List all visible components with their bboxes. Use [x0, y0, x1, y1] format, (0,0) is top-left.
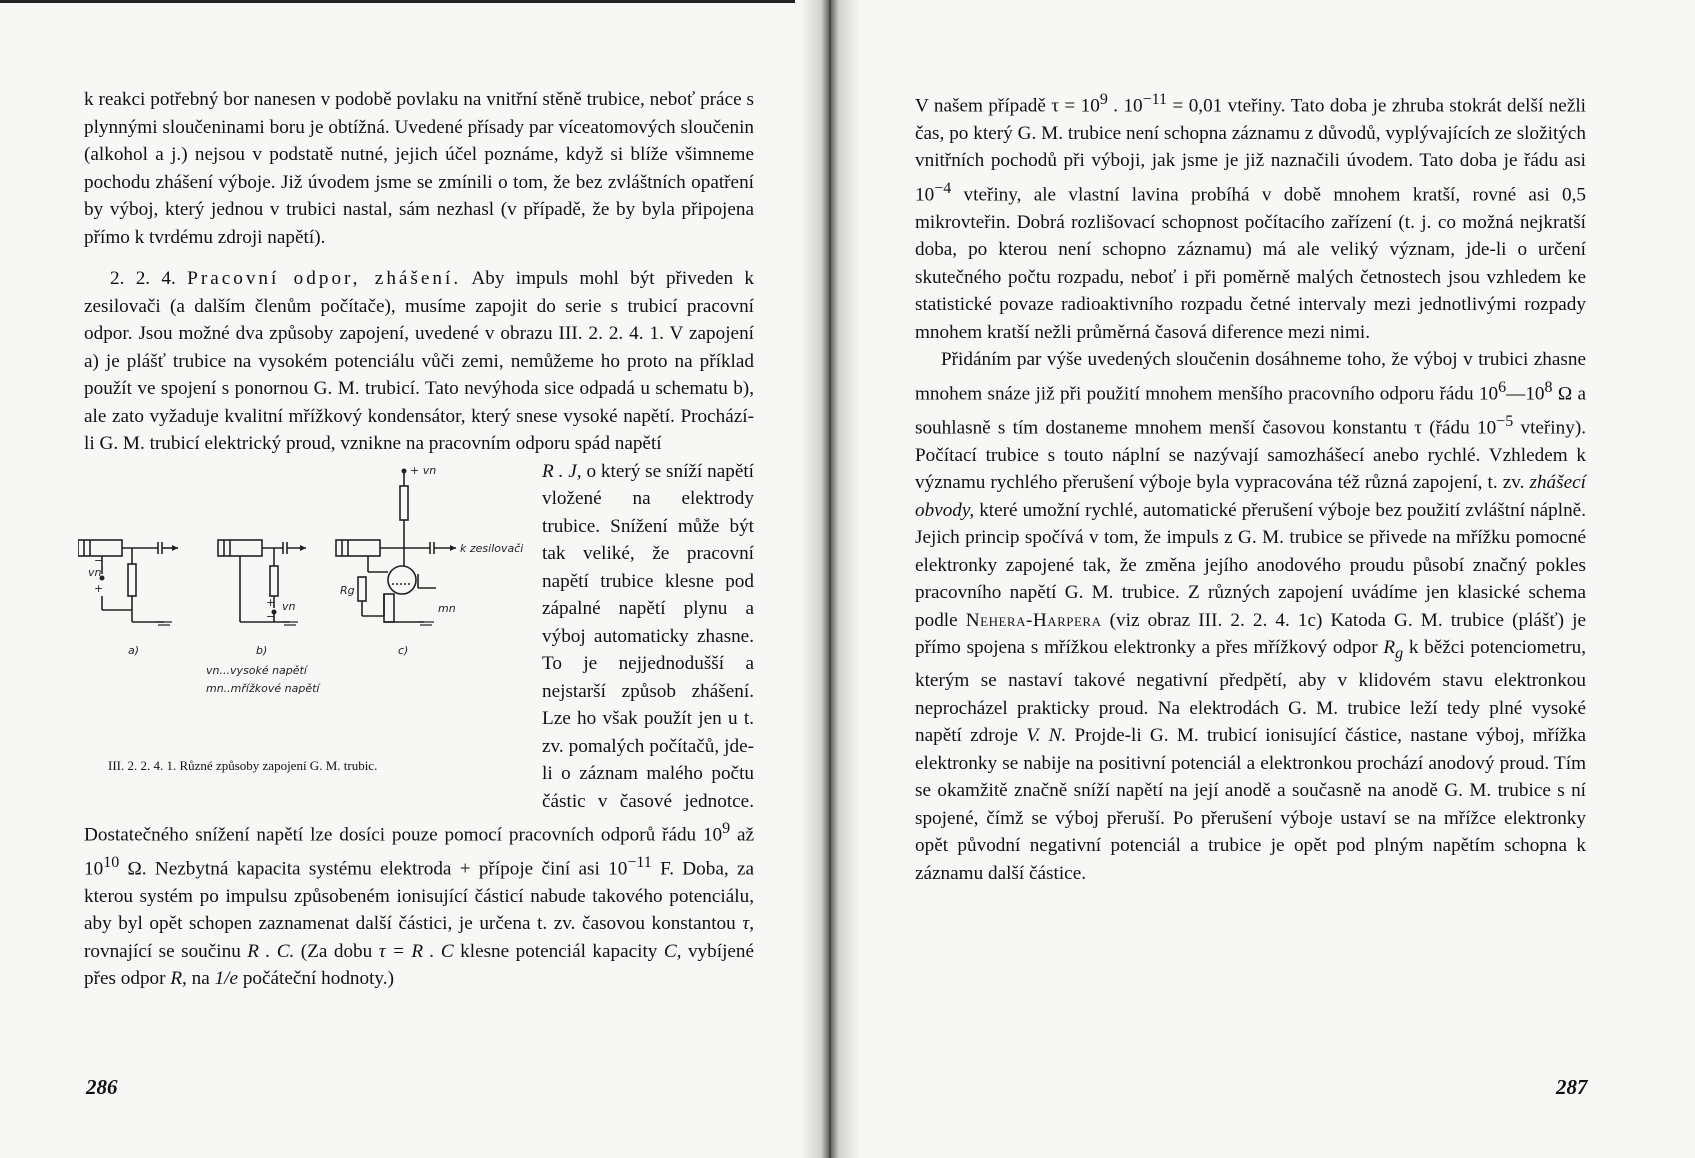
p1-exp-m11: −11: [1142, 91, 1168, 108]
exp-9: 9: [722, 820, 731, 837]
exp-m11: −11: [627, 853, 652, 871]
p2-f: (viz obraz III. 2. 2. 4. 1c) Katoda G. M. trubice (plášť) je přímo spojena s mřížkou elektronky a přes mřížkový odpor: [915, 609, 1587, 659]
p2-vn: V. N.: [1026, 725, 1067, 747]
para2-c: Ω. Nezbytná kapacita systému elektroda + přípoje činí asi 10: [127, 858, 628, 880]
p2-g: k běžci potenciometru, kterým se nastaví takové negativní předpětí, aby v klidovém stavu elektronkou neprocházel prakticky proud. Na elektrodách G. M. trubice leží tedy plné vysoké napětí zdroje: [915, 637, 1587, 747]
para2-d: F. Doba, za kterou systém po impulsu způsobeném ionisující částicí nabude takového potenciálu, aby byl opět schopen zaznamenat další částici, je určena t. zv. časovou konstantou: [84, 858, 754, 935]
legend-vn: vn...vysoké napětí: [206, 663, 307, 677]
p2-rg: R: [1383, 637, 1396, 659]
para2-g: klesne potenciál kapacity: [460, 940, 658, 962]
var-c: C,: [663, 940, 682, 962]
para2-i: na: [191, 968, 210, 990]
p1-d: vteřiny, ale vlastní lavina probíhá v době mnohem kratší, rovné asi 0,5 mikrovteřin. Dobrá rozlišovací schopnost počítacího zařízení (t. j. co možná nejkratší doba, po kterou není schopno záznamu) má ale veliký význam, jde-li o určení skutečného počtu rozpadu, neboť i při poměrně malých četnostech jsou vzhledem ke statistické povaze radioaktivního rozpadu četné intervaly mezi jednotlivými rozpady mnohem kratší nežli průměrná časová diference mezi nimi.: [915, 184, 1587, 343]
section-title: Pracovní odpor, zhášení.: [187, 268, 462, 289]
one-over-e: 1/e: [214, 968, 239, 990]
label-rg: Rg: [340, 583, 355, 597]
legend-mn: mn..mřížkové napětí: [206, 681, 320, 695]
tau: τ: [742, 913, 750, 935]
right-paragraph-2: [915, 346, 1586, 887]
label-vn-plus-c: + vn: [410, 463, 437, 477]
p2-exp-m5: −5: [1496, 412, 1514, 430]
p2-c: Ω a souhlasně s tím dostaneme mnohem menší časovou konstantu τ (řádu 10: [915, 383, 1586, 439]
eq-tau-rc: τ = R . C: [378, 940, 454, 962]
p2-rg-sub: g: [1395, 644, 1404, 662]
p1-a: V našem případě τ = 10: [915, 95, 1100, 117]
p1-exp-m4: −4: [934, 179, 952, 197]
circuit-diagram: [78, 462, 534, 752]
book-gutter: [800, 0, 860, 1158]
p1-c: = 0,01 vteřiny. Tato doba je zhruba stokrát delší nežli čas, po který G. M. trubice není schopna záznamu z důvodů, vyplývajících ze složitých vnitřních pochodů při výboji, jak jsme je již naznačili úvodem. Tato doba je řádu asi 10: [915, 95, 1586, 206]
p2-h: Projde-li G. M. trubicí ionisující částice, nastane výboj, mřížka elektronky se nabije na positivní potenciál a elektronkou prochází anodový proud. Tím se okamžitě značně sníží napětí na její anodě a současně na anodě G. M. trubice s ní spojené, čímž se výboj přeruší. Po přerušení výboje ustaví se na mřížce elektronky opět původní negativní potenciál a trubice je opět pod plným napětím schopna k záznamu další částice.: [915, 725, 1587, 884]
figure-caption: III. 2. 2. 4. 1. Různé způsoby zapojení G. M. trubic.: [108, 757, 378, 773]
para2-start: Aby impuls mohl být přiveden k zesilovači (a dalším členům počítače), musíme zapojit do serie s trubicí pracovní odpor. Jsou možné dva způsoby zapojení, uvedené v obrazu III. 2. 2. 4. 1. V zapojení a) je plášť trubice na vysokém potenciálu vůči zemi, nemůžeme ho proto na příklad použít ve spojení s ponornou G. M. trubicí. Tato nevýhoda sice odpadá u schematu b), ale zato vyžaduje kvalitní mřížkový kondensátor, který snese vysoké napětí. Prochází-li G. M. trubicí elektrický proud, vznikne na pracovním odporu spád napětí: [84, 268, 754, 454]
label-minus-b: −: [266, 609, 276, 623]
label-vn-a: vn: [88, 565, 102, 579]
p1-b: . 10: [1113, 95, 1143, 117]
scan-edge-line: [0, 0, 795, 3]
left-paragraph-1: k reakci potřebný bor nanesen v podobě povlaku na vnitřní stěně trubice, neboť práce s plynnými sloučeninami boru je obtížná. Uvedené přísady par víceatomových sloučenin (alkohol a j.) nejsou v podstatě nutné, jejich účel poznáme, když si blíže všimneme pochodu zhášení výboje. Již úvodem jsme se zmínili o tom, že bez zvláštních opatření by výboj, který jednou v trubici nastal, sám nezhasl (v případě, že by byla připojena přímo k tvrdému zdroji napětí).: [84, 89, 754, 248]
var-rc: R . C.: [247, 940, 295, 962]
left-paragraph-2: [84, 265, 754, 458]
right-page: [915, 86, 1586, 887]
p2-italic-term: zhášecí obvody,: [915, 472, 1586, 521]
exp-10: 10: [103, 853, 120, 871]
right-paragraph-1: [915, 86, 1586, 346]
label-plus-a: +: [94, 581, 104, 595]
para2-e: , rovnající se součinu: [84, 913, 755, 962]
var-r: R,: [170, 968, 187, 990]
var-rj: R . J,: [542, 460, 582, 482]
page-number-left: 286: [86, 1075, 118, 1099]
figure-circuits: [78, 462, 534, 792]
para2-b: o který se sníží napětí vložené na elektrody trubice. Snížení může být tak veliké, že pracovní napětí trubice klesne pod zápalné napětí plynu a výboj automaticky zhasne. To je nejjednodušší a nejstarší způsob zhášení. Lze ho však použít jen u t. zv. pomalých počítačů, jde-li o záznam malého počtu částic v časové jednotce. Dostatečného snížení napětí lze dosíci pouze pomocí pracovních odporů řádu 10: [84, 460, 755, 846]
page-number-right: 287: [1556, 1075, 1588, 1099]
label-b: b): [256, 643, 268, 657]
para2-j: počáteční hodnoty.): [242, 968, 394, 990]
left-page: [84, 86, 754, 993]
label-plus-b: +: [266, 595, 276, 609]
label-vn-b: vn: [282, 599, 296, 613]
p1-exp9: 9: [1099, 91, 1108, 108]
p2-b: —10: [1506, 383, 1545, 405]
p2-exp6: 6: [1498, 378, 1507, 396]
para2-h: vybíjené přes odpor: [84, 940, 755, 990]
label-c: c): [398, 643, 409, 657]
label-zesilovac: k zesilovači: [460, 541, 524, 555]
label-minus-a: −: [94, 553, 104, 567]
p2-e: které umožní rychlé, automatické přerušení výboje bez použití zvláštní náplně. Jejich princip spočívá v tom, že impuls z G. M. trubice se přivede na mřížku pomocné elektronky zapojené tak, že změna jejího anodového proudu působí značný pokles pracovního napětí G. M. trubice. Z různých zapojení uvádíme jen klasické schema podle: [915, 499, 1586, 631]
p2-names: Nehera-Harpera: [965, 609, 1102, 631]
label-mn: mn: [438, 601, 456, 615]
section-number: 2. 2. 4.: [110, 268, 176, 289]
p2-d: vteřiny). Počítací trubice s touto náplní se nazývají samozhášecí anebo rychlé. Vzhledem k významu rychlého přerušení výboje byla vypracována též různá zapojení, t. zv.: [915, 417, 1587, 494]
word-az: až 10: [84, 824, 754, 880]
para2-f: (Za dobu: [300, 940, 373, 962]
p2-a: Přidáním par výše uvedených sloučenin dosáhneme toho, že výboj v trubici zhasne mnohem snáze již při použití mnohem menšího pracovního odporu řádu 10: [915, 349, 1586, 405]
p2-exp8: 8: [1544, 378, 1553, 396]
label-a: a): [128, 643, 140, 657]
